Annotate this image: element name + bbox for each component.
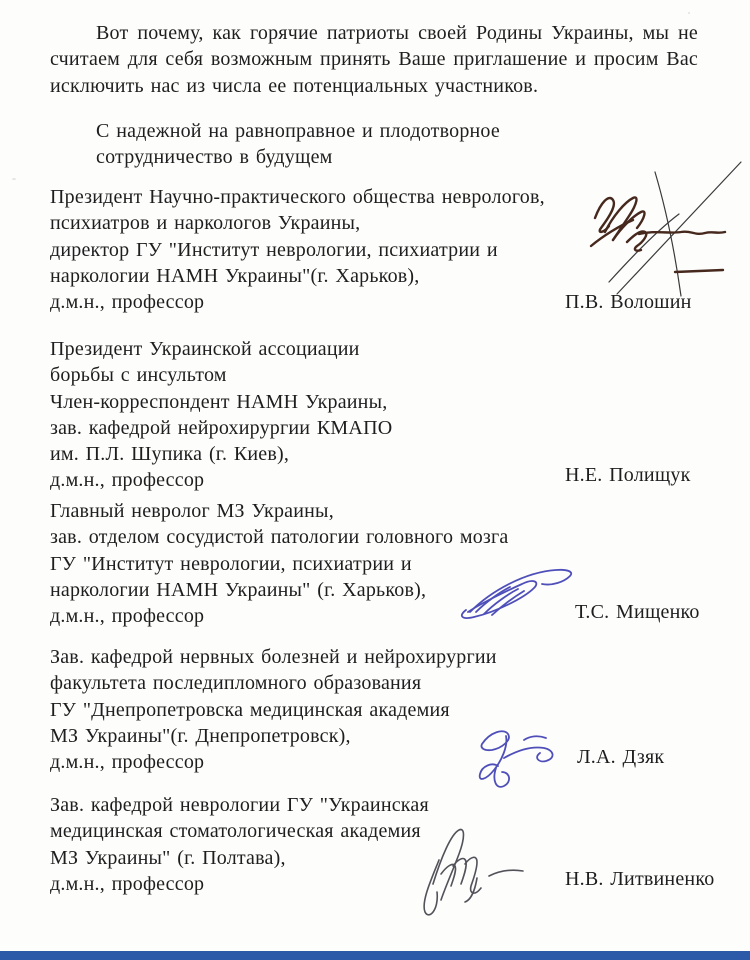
signatory-name: П.В. Волошин (565, 291, 692, 313)
scan-speck (688, 12, 690, 14)
title-line: д.м.н., профессор (50, 605, 205, 628)
signatory-name: Т.С. Мищенко (575, 601, 700, 623)
signatory-block-dzyak (50, 644, 698, 775)
signatory-name: Н.Е. Полищук (565, 464, 691, 486)
signatory-name: Л.А. Дзяк (577, 746, 665, 768)
title-line: Президент Научно-практического общества неврологов, (50, 186, 545, 208)
closing-paragraph (50, 20, 698, 99)
title-line: им. П.Л. Шупика (г. Киев), (50, 443, 290, 466)
title-line: психиатров и наркологов Украины, (50, 212, 361, 235)
title-line: д.м.н., профессор (50, 469, 205, 492)
title-line: медицинская стоматологическая академия (50, 820, 421, 843)
title-line: Зав. кафедрой неврологии ГУ "Украинская (50, 794, 429, 816)
title-line: ГУ "Институт неврологии, психиатрии и (50, 552, 412, 575)
title-line: зав. отделом сосудистой патологии головного мозга (50, 526, 509, 549)
title-line: д.м.н., профессор (50, 872, 205, 895)
title-line: наркологии НАМН Украины" (г. Харьков), (50, 578, 427, 601)
signatory-block-litvinenko (50, 792, 715, 897)
scan-speck (12, 178, 16, 180)
title-line: Президент Украинской ассоциации (50, 338, 360, 360)
title-line: факультета последипломного образования (50, 672, 422, 695)
paragraph-line: исключить нас из числа ее потенциальных участников. (50, 74, 539, 97)
signatory-block-polishchuk (50, 336, 698, 494)
title-line: МЗ Украины" (г. Полтава), (50, 846, 286, 869)
paragraph-line: Вот почему, как горячие патриоты своей Родины Украины, мы не (96, 22, 698, 44)
title-line: зав. кафедрой нейрохирургии КМАПО (50, 416, 393, 439)
paragraph-line: считаем для себя возможным принять Ваше приглашение и просим Вас (50, 48, 698, 71)
bottom-blue-bar (0, 951, 750, 960)
title-line: д.м.н., профессор (50, 291, 205, 314)
valediction-line: сотрудничество в будущем (96, 146, 333, 169)
title-line: д.м.н., профессор (50, 751, 205, 774)
title-line: борьбы с инсультом (50, 364, 227, 387)
signatory-block-mishchenko (50, 498, 698, 629)
title-line: Член-корреспондент НАМН Украины, (50, 390, 388, 413)
title-line: Зав. кафедрой нервных болезней и нейрохирургии (50, 646, 497, 668)
valediction-line: С надежной на равноправное и плодотворное (96, 120, 500, 142)
signatory-name: Н.В. Литвиненко (565, 868, 715, 890)
valediction (96, 118, 500, 171)
signatory-block-voloshin (50, 184, 698, 315)
title-line: ГУ "Днепропетровска медицинская академия (50, 698, 450, 721)
title-line: наркологии НАМН Украины"(г. Харьков), (50, 264, 420, 287)
title-line: МЗ Украины"(г. Днепропетровск), (50, 724, 351, 747)
title-line: Главный невролог МЗ Украины, (50, 500, 334, 522)
title-line: директор ГУ "Институт неврологии, психиатрии и (50, 238, 498, 261)
